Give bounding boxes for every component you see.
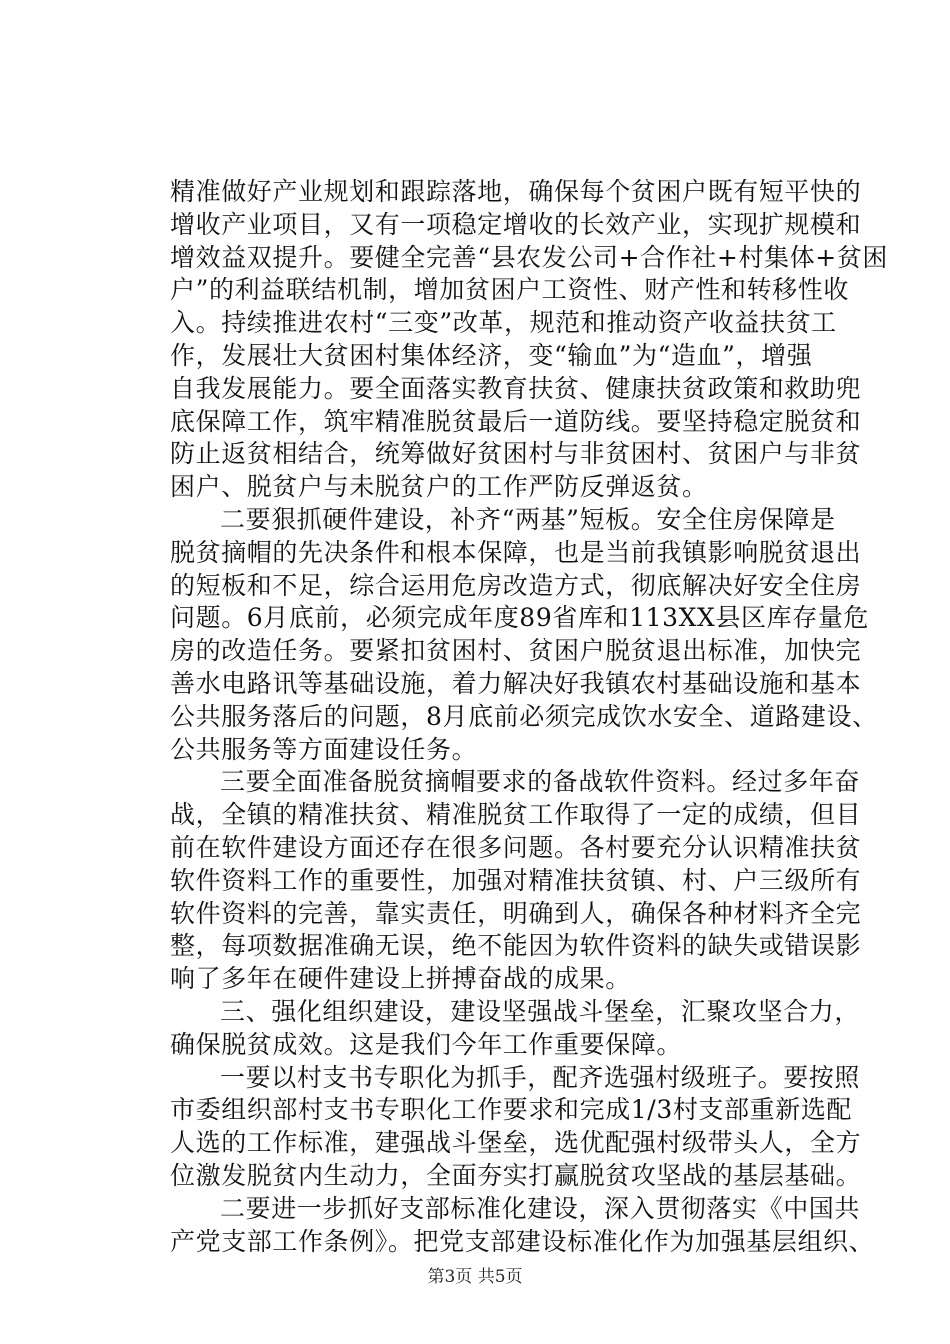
text-line: 软件资料工作的重要性，加强对精准扶贫镇、村、户三级所有 xyxy=(170,865,862,895)
text-line: 自我发展能力。要全面落实教育扶贫、健康扶贫政策和救助兜 xyxy=(170,373,862,403)
text-line: 确保脱贫成效。这是我们今年工作重要保障。 xyxy=(170,1029,683,1059)
paragraph-first-line: 二要狠抓硬件建设，补齐“两基”短板。安全住房保障是 xyxy=(220,504,836,534)
text-line: 问题。6月底前，必须完成年度89省库和113XX县区库存量危 xyxy=(170,603,870,633)
text-line: 入。持续推进农村“三变”改革，规范和推动资产收益扶贫工 xyxy=(170,308,837,338)
paragraph-first-line: 三要全面准备脱贫摘帽要求的备战软件资料。经过多年奋 xyxy=(220,767,861,797)
text-line: 产党支部工作条例》。把党支部建设标准化作为加强基层组织、 xyxy=(170,1226,875,1256)
text-line: 困户、脱贫户与未脱贫户的工作严防反弹返贫。 xyxy=(170,472,708,502)
paragraph-first-line: 三、强化组织建设，建设坚强战斗堡垒，汇聚攻坚合力， xyxy=(220,996,861,1026)
text-line: 位激发脱贫内生动力，全面夯实打赢脱贫攻坚战的基层基础。 xyxy=(170,1160,862,1190)
text-line: 人选的工作标准，建强战斗堡垒，选优配强村级带头人，全方 xyxy=(170,1128,862,1158)
text-line: 市委组织部村支书专职化工作要求和完成1/3村支部重新选配 xyxy=(170,1095,853,1125)
text-line: 户”的利益联结机制，增加贫困户工资性、财产性和转移性收 xyxy=(170,275,849,305)
document-body xyxy=(170,176,889,1258)
text-line: 底保障工作，筑牢精准脱贫最后一道防线。要坚持稳定脱贫和 xyxy=(170,406,862,436)
text-line: 精准做好产业规划和跟踪落地，确保每个贫困户既有短平快的 xyxy=(170,177,862,206)
text-line: 善水电路讯等基础设施，着力解决好我镇农村基础设施和基本 xyxy=(170,668,862,698)
paragraph-first-line: 二要进一步抓好支部标准化建设，深入贯彻落实《中国共 xyxy=(220,1193,861,1223)
text-line: 响了多年在硬件建设上拼搏奋战的成果。 xyxy=(170,964,631,994)
text-line: 公共服务等方面建设任务。 xyxy=(170,734,478,764)
text-line: 脱贫摘帽的先决条件和根本保障，也是当前我镇影响脱贫退出 xyxy=(170,537,862,567)
text-line: 房的改造任务。要紧扣贫困村、贫困户脱贫退出标准，加快完 xyxy=(170,636,862,666)
text-line: 软件资料的完善，靠实责任，明确到人，确保各种材料齐全完 xyxy=(170,898,862,928)
text-line: 作，发展壮大贫困村集体经济，变“输血”为“造血”，增强 xyxy=(170,340,813,370)
page-footer: 第3页 共5页 xyxy=(427,1267,523,1287)
paragraph-first-line: 一要以村支书专职化为抓手，配齐选强村级班子。要按照 xyxy=(220,1062,861,1092)
text-line: 前在软件建设方面还存在很多问题。各村要充分认识精准扶贫 xyxy=(170,832,862,862)
text-line: 的短板和不足，综合运用危房改造方式，彻底解决好安全住房 xyxy=(170,570,862,600)
text-line: 增收产业项目，又有一项稳定增收的长效产业，实现扩规模和 xyxy=(170,209,862,239)
text-line: 增效益双提升。要健全完善“县农发公司+合作社+村集体+贫困 xyxy=(170,242,889,272)
text-line: 公共服务落后的问题，8月底前必须完成饮水安全、道路建设、 xyxy=(170,701,878,731)
text-line: 防止返贫相结合，统筹做好贫困村与非贫困村、贫困户与非贫 xyxy=(170,439,862,469)
text-line: 战，全镇的精准扶贫、精准脱贫工作取得了一定的成绩，但目 xyxy=(170,800,862,830)
text-line: 整，每项数据准确无误，绝不能因为软件资料的缺失或错误影 xyxy=(170,931,862,961)
